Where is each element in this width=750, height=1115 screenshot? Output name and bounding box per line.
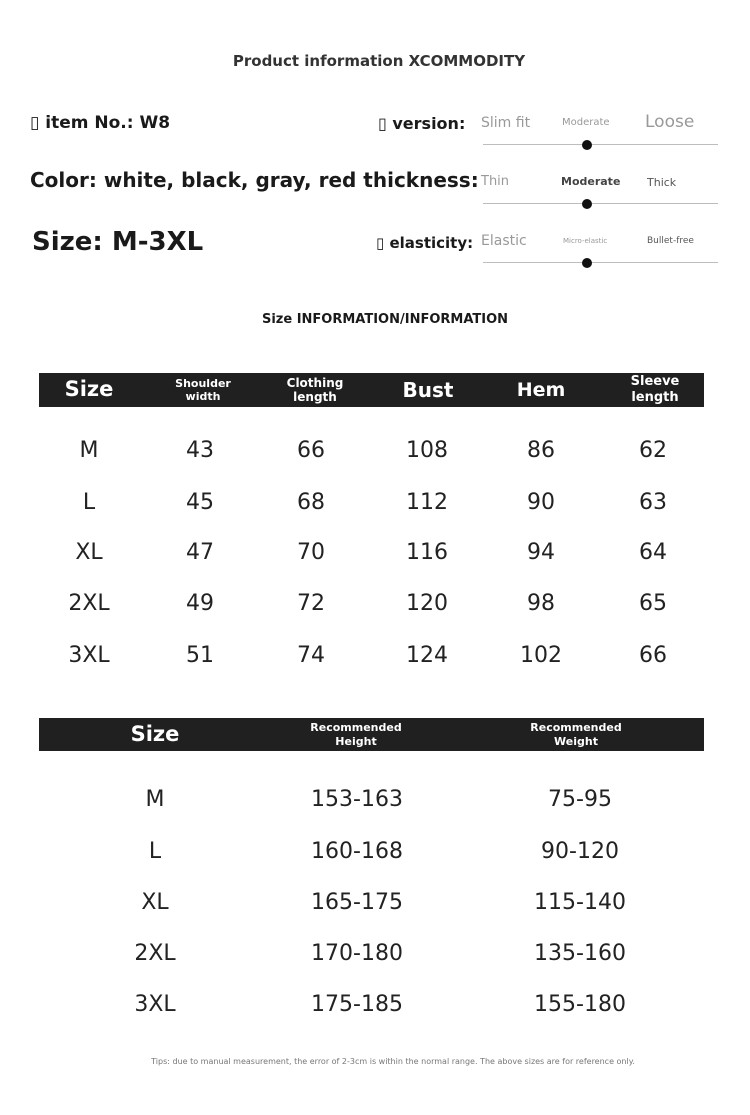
- cell-shoulder: 47: [186, 540, 214, 565]
- cell-bust: 108: [406, 438, 448, 463]
- elasticity-option-micro-elastic: Micro-elastic: [563, 237, 608, 245]
- cell-size: 3XL: [68, 643, 110, 668]
- cell-size: XL: [75, 540, 103, 565]
- cell-size: L: [148, 839, 162, 864]
- version-label: ▯ version:: [378, 114, 466, 133]
- size-table-header: [39, 373, 704, 407]
- thickness-option-moderate: Moderate: [561, 175, 621, 188]
- cell-size: 3XL: [134, 992, 176, 1017]
- cell-weight: 115-140: [534, 890, 626, 915]
- cell-sleeve: 63: [639, 490, 667, 515]
- version-track: [483, 144, 718, 145]
- cell-shoulder: 45: [186, 490, 214, 515]
- cell-hem: 94: [527, 540, 555, 565]
- cell-weight: 155-180: [534, 992, 626, 1017]
- cell-size: M: [79, 438, 99, 463]
- cell-bust: 124: [406, 643, 448, 668]
- thickness-option-thick: Thick: [647, 176, 677, 189]
- recommendation-table-header: [39, 718, 704, 751]
- cell-length: 74: [297, 643, 325, 668]
- size-range: Size: M-3XL: [32, 227, 204, 257]
- cell-length: 66: [297, 438, 325, 463]
- cell-length: 72: [297, 591, 325, 616]
- header-shoulder-width: Shoulder width: [175, 376, 231, 403]
- thickness-option-thin: Thin: [481, 174, 510, 189]
- elasticity-option-elastic: Elastic: [481, 233, 527, 249]
- cell-sleeve: 66: [639, 643, 667, 668]
- cell-shoulder: 51: [186, 643, 214, 668]
- header-recommended-height: Recommended Height: [310, 721, 402, 748]
- header-size: Size: [130, 721, 180, 746]
- elasticity-label: ▯ elasticity:: [376, 234, 474, 252]
- header-recommended-weight: Recommended Weight: [530, 721, 622, 748]
- cell-height: 153-163: [311, 787, 403, 812]
- cell-weight: 75-95: [548, 787, 612, 812]
- cell-length: 68: [297, 490, 325, 515]
- cell-size: L: [82, 490, 96, 515]
- version-indicator: [582, 140, 592, 150]
- cell-hem: 102: [520, 643, 562, 668]
- elasticity-indicator: [582, 258, 592, 268]
- cell-bust: 112: [406, 490, 448, 515]
- item-number: ▯ item No.: W8: [30, 113, 171, 133]
- version-option-slim-fit: Slim fit: [481, 115, 531, 131]
- cell-sleeve: 62: [639, 438, 667, 463]
- thickness-track: [483, 203, 718, 204]
- cell-shoulder: 43: [186, 438, 214, 463]
- cell-shoulder: 49: [186, 591, 214, 616]
- color-thickness-label: Color: white, black, gray, red thickness:: [30, 168, 479, 192]
- cell-size: 2XL: [68, 591, 110, 616]
- version-option-moderate: Moderate: [562, 117, 610, 128]
- elasticity-option-bullet-free: Bullet-free: [647, 236, 694, 246]
- cell-sleeve: 65: [639, 591, 667, 616]
- header-sleeve-length: Sleeve length: [630, 374, 680, 405]
- header-clothing-length: Clothing length: [286, 375, 344, 404]
- cell-bust: 116: [406, 540, 448, 565]
- cell-height: 175-185: [311, 992, 403, 1017]
- cell-length: 70: [297, 540, 325, 565]
- cell-sleeve: 64: [639, 540, 667, 565]
- cell-bust: 120: [406, 591, 448, 616]
- version-option-loose: Loose: [645, 112, 695, 132]
- cell-height: 160-168: [311, 839, 403, 864]
- cell-height: 170-180: [311, 941, 403, 966]
- size-information-title: Size INFORMATION/INFORMATION: [261, 312, 509, 327]
- cell-hem: 98: [527, 591, 555, 616]
- cell-size: 2XL: [134, 941, 176, 966]
- cell-size: XL: [141, 890, 169, 915]
- elasticity-track: [483, 262, 718, 263]
- thickness-indicator: [582, 199, 592, 209]
- header-size: Size: [64, 377, 114, 402]
- header-bust: Bust: [402, 378, 454, 402]
- cell-weight: 135-160: [534, 941, 626, 966]
- page-title: Product information XCOMMODITY: [232, 52, 526, 70]
- cell-height: 165-175: [311, 890, 403, 915]
- cell-hem: 86: [527, 438, 555, 463]
- cell-hem: 90: [527, 490, 555, 515]
- cell-weight: 90-120: [541, 839, 619, 864]
- cell-size: M: [145, 787, 165, 812]
- tips-note: Tips: due to manual measurement, the error of 2-3cm is within the normal range. The above sizes are for reference only.: [151, 1057, 635, 1066]
- header-hem: Hem: [516, 378, 566, 401]
